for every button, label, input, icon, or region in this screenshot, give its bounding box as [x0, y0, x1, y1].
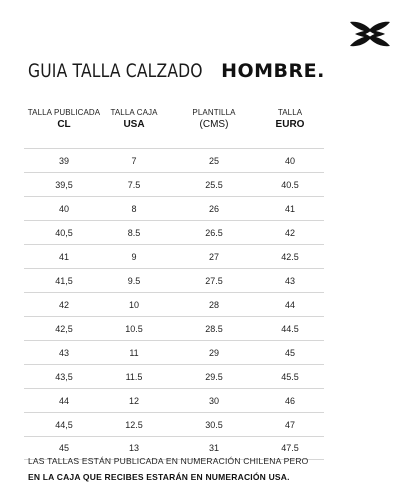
- cell-euro: 46: [284, 395, 295, 406]
- cell-cms: 30: [208, 395, 219, 406]
- cell-usa: 7.5: [127, 179, 141, 190]
- footer-line-1: LAS TALLAS ESTÁN PUBLICADA EN NUMERACIÓN CHILENA PERO: [28, 456, 309, 466]
- cell-cms: 26: [208, 203, 219, 214]
- header-bottom-label: USA: [123, 119, 145, 131]
- cell-cms: 28: [208, 299, 219, 310]
- cell-cl: 44: [58, 395, 69, 406]
- header-top-label: TALLA PUBLICADA: [27, 108, 101, 117]
- header-talla-euro: [260, 108, 320, 146]
- cell-cms: 26.5: [205, 227, 223, 238]
- table-row: [24, 364, 324, 388]
- header-bottom-label: EURO: [275, 119, 305, 131]
- size-table-header: [24, 108, 324, 146]
- table-row: [24, 316, 324, 340]
- under-armour-logo-icon: [349, 20, 391, 48]
- cell-cl: 40,5: [55, 227, 73, 238]
- cell-cl: 41,5: [55, 275, 73, 286]
- cell-cl: 43: [58, 347, 69, 358]
- cell-cl: 41: [58, 251, 69, 262]
- cell-usa: 12.5: [125, 419, 143, 430]
- size-table-body: [24, 148, 324, 460]
- table-row: [24, 340, 324, 364]
- cell-usa: 7: [131, 155, 137, 166]
- header-top-label: TALLA CAJA: [110, 108, 158, 117]
- cell-usa: 8.5: [127, 227, 141, 238]
- cell-usa: 13: [128, 443, 139, 453]
- cell-euro: 41: [284, 203, 295, 214]
- cell-cl: 45: [58, 443, 69, 453]
- footer-line-2: EN LA CAJA QUE RECIBES ESTARÁN EN NUMERACIÓN USA.: [28, 472, 290, 482]
- cell-cl: 43,5: [55, 371, 73, 382]
- title-bold-text: HOMBRE.: [221, 60, 325, 82]
- cell-cms: 29: [208, 347, 219, 358]
- cell-usa: 11.5: [125, 371, 143, 382]
- table-row: [24, 220, 324, 244]
- cell-euro: 40.5: [281, 179, 299, 190]
- page-title: [28, 60, 325, 88]
- cell-euro: 45: [284, 347, 295, 358]
- cell-cms: 27: [208, 251, 219, 262]
- cell-cms: 28.5: [205, 323, 223, 334]
- table-row: [24, 292, 324, 316]
- table-row: [24, 268, 324, 292]
- cell-usa: 10: [128, 299, 139, 310]
- cell-cl: 39,5: [55, 179, 73, 190]
- cell-cms: 25: [208, 155, 219, 166]
- cell-euro: 42.5: [281, 251, 299, 262]
- title-light-text: GUIA TALLA CALZADO: [28, 60, 203, 82]
- cell-usa: 11: [129, 347, 139, 358]
- header-top-label: PLANTILLA: [192, 108, 236, 117]
- table-row: [24, 388, 324, 412]
- table-row: [24, 196, 324, 220]
- footer-note: [28, 453, 398, 485]
- cell-euro: 47: [284, 419, 295, 430]
- header-top-label: TALLA: [277, 108, 303, 117]
- cell-cms: 27.5: [205, 275, 223, 286]
- header-talla-publicada: [24, 108, 104, 146]
- cell-euro: 44.5: [281, 323, 299, 334]
- cell-usa: 9.5: [127, 275, 141, 286]
- cell-usa: 10.5: [125, 323, 143, 334]
- cell-euro: 42: [284, 227, 295, 238]
- cell-cl: 40: [58, 203, 69, 214]
- header-plantilla: [174, 108, 254, 146]
- header-bottom-label: CL: [57, 119, 71, 131]
- cell-cl: 42,5: [55, 323, 73, 334]
- cell-usa: 9: [131, 251, 137, 262]
- table-row: [24, 412, 324, 436]
- cell-euro: 43: [284, 275, 295, 286]
- cell-euro: 40: [284, 155, 295, 166]
- cell-cms: 29.5: [205, 371, 223, 382]
- cell-cl: 39: [58, 155, 69, 166]
- cell-cms: 30.5: [205, 419, 223, 430]
- table-row: [24, 172, 324, 196]
- cell-usa: 12: [128, 395, 139, 406]
- table-row: [24, 244, 324, 268]
- cell-cl: 42: [58, 299, 69, 310]
- header-talla-caja: [104, 108, 164, 146]
- table-row: [24, 148, 324, 172]
- header-bottom-label: (CMS): [199, 119, 229, 131]
- cell-cms: 31: [208, 443, 219, 453]
- cell-cms: 25.5: [205, 179, 223, 190]
- cell-euro: 47.5: [281, 443, 299, 453]
- cell-usa: 8: [131, 203, 137, 214]
- cell-euro: 44: [284, 299, 295, 310]
- cell-euro: 45.5: [281, 371, 299, 382]
- cell-cl: 44,5: [55, 419, 73, 430]
